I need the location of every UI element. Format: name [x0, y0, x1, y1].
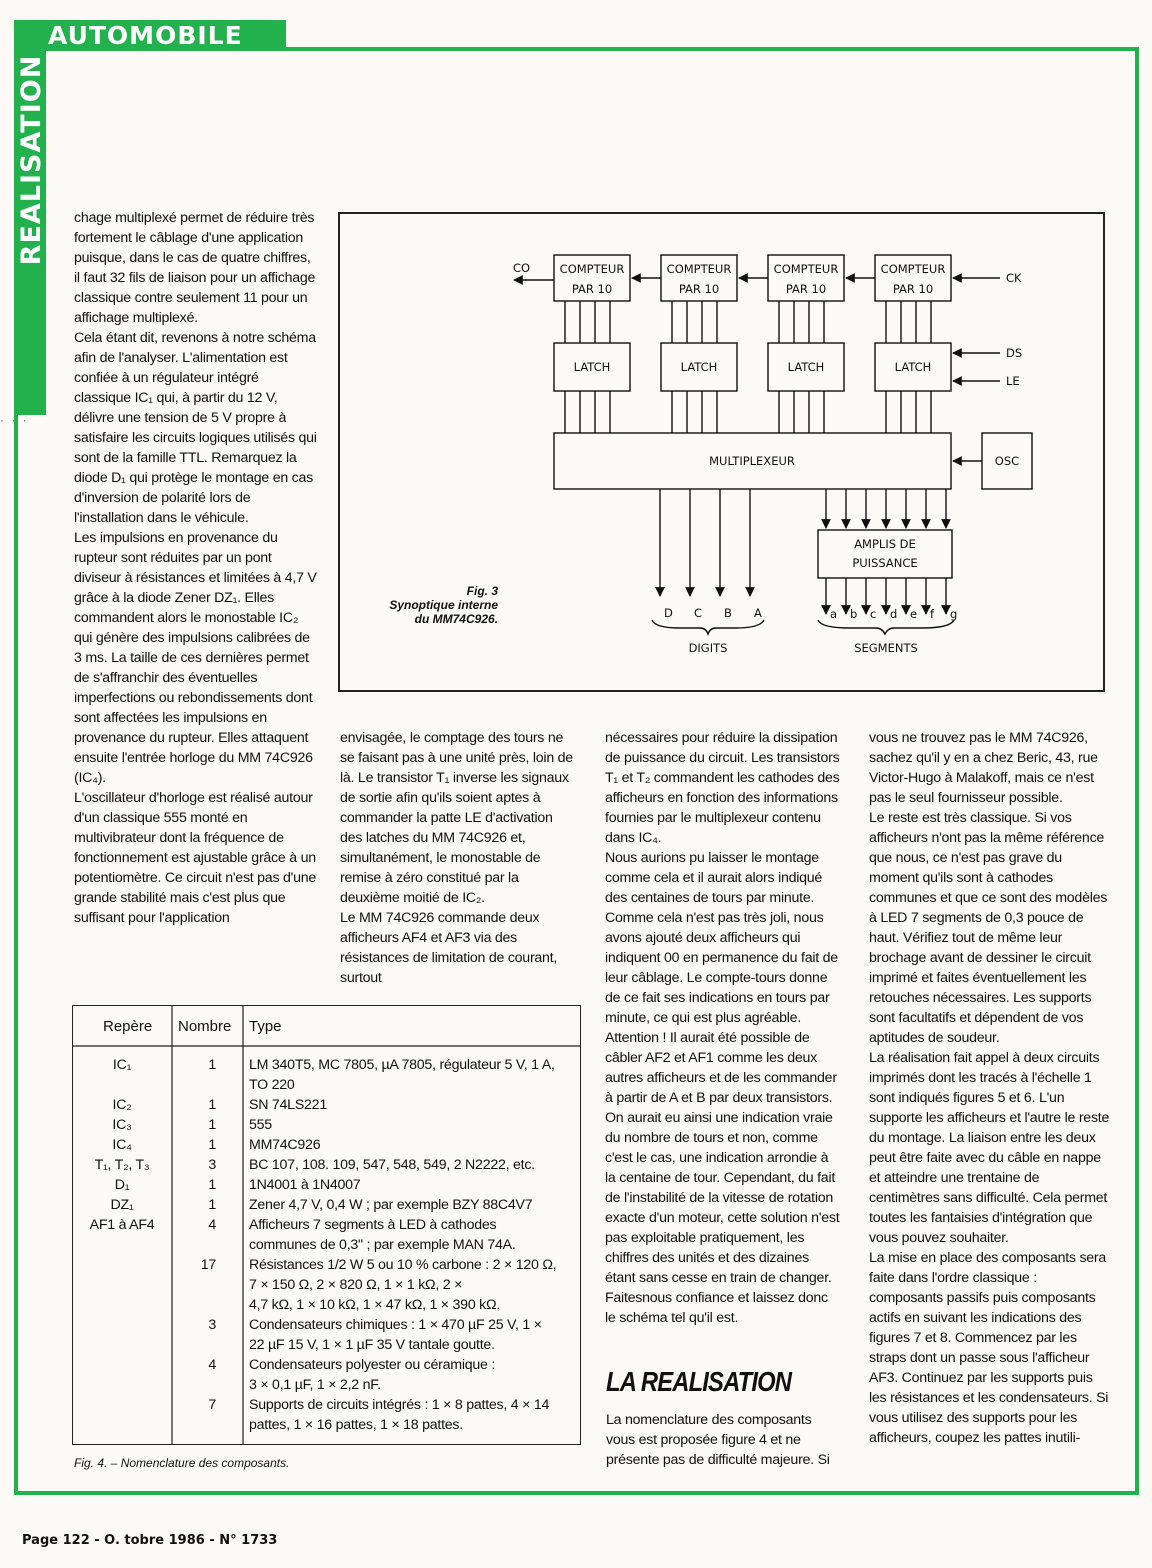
latch-label: LATCH: [573, 360, 611, 374]
counter-label: PAR 10: [678, 282, 720, 296]
table-cell: T₁, T₂, T₃: [94, 1157, 150, 1173]
paragraph: Nous aurions pu laisser le montage comme cela et il aurait alors indiqué des centaines de tours par minute. Comme cela n'est pas très joli, nous avons ajouté deux afficheurs qui indiquent 00 en permanence du fait de leur câblage. Le compte-tours donne de ce fait ses indications en tours par minute, ce qui est plus agréable.: [605, 850, 838, 1026]
paragraph: Le MM 74C926 commande deux afficheurs AF4 et AF3 via des résistances de limitation de courant, surtout: [340, 910, 558, 986]
table-cell: Condensateurs chimiques : 1 × 470 µF 25 V, 1 ×: [249, 1317, 542, 1333]
digit-label: C: [694, 606, 703, 620]
counter-label: PAR 10: [571, 282, 613, 296]
figure-3-caption-line: du MM74C926.: [414, 612, 498, 626]
table-cell: TO 220: [249, 1077, 295, 1093]
segment-label: a: [830, 607, 838, 621]
table-cell: Condensateurs polyester ou céramique :: [249, 1357, 496, 1373]
table-cell: 1: [208, 1197, 216, 1213]
segment-label: c: [870, 607, 877, 621]
table-cell: SN 74LS221: [249, 1097, 327, 1113]
table-cell: 4: [208, 1217, 216, 1233]
paragraph: Les impulsions en provenance du rupteur sont réduites par un pont diviseur à résistances et limitées à 4,7 V grâce à la diode Zener DZ₁. Elles commandent alors le monostable IC₂ qui génère des impulsions calibrées de 3 ms. La taille de ces dernières permet de s'affranchir des éventuelles imperfections ou rebondissements dont sont affectées les impulsions en provenance du rupteur. Elles attaquent ensuite l'entrée horloge du MM 74C926 (IC₄).: [74, 530, 317, 786]
table-cell: Résistances 1/2 W 5 ou 10 % carbone : 2 × 120 Ω,: [249, 1257, 557, 1273]
multiplexer-label: MULTIPLEXEUR: [709, 454, 795, 468]
paragraph: chage multiplexé permet de réduire très fortement le câblage d'une application puisque, dans le cas de quatre chiffres, il faut 32 fils de liaison pour un affichage classique contre seulement 11 pour un affichage multiplexé.: [74, 210, 316, 326]
table-cell: 3: [208, 1157, 216, 1173]
counter-label: PAR 10: [785, 282, 827, 296]
le-label: LE: [1006, 374, 1020, 388]
margin-dots: · · ·: [0, 413, 29, 427]
paragraph: L'oscillateur d'horloge est réalisé autour d'un classique 555 monté en multivibrateur dont la fréquence de fonctionnement est ajustable grâce à un potentiomètre. Ce circuit n'est pas d'une grande stabilité mais c'est plus que suffisant pour l'application: [74, 790, 317, 926]
digits-label: DIGITS: [688, 641, 728, 655]
table-cell: D₁: [114, 1177, 130, 1193]
paragraph: La nomenclature des composants vous est proposée figure 4 et ne présente pas de difficulté majeure. Si: [606, 1412, 830, 1468]
digit-label: B: [724, 606, 732, 620]
table-cell: 22 µF 15 V, 1 × 1 µF 35 V tantale goutte.: [249, 1337, 495, 1353]
table-cell: 1: [208, 1057, 216, 1073]
latch-label: LATCH: [894, 360, 932, 374]
table-cell: communes de 0,3" ; par exemple MAN 74A.: [249, 1237, 516, 1253]
table-cell: 1: [208, 1117, 216, 1133]
paragraph: vous ne trouvez pas le MM 74C926, sachez qu'il y en a chez Beric, 43, rue Victor-Hugo à Malakoff, mais ce n'est pas le seul fournisseur possible.: [869, 730, 1098, 806]
table-cell: 3: [208, 1317, 216, 1333]
ck-label: CK: [1006, 271, 1022, 285]
table-cell: AF1 à AF4: [89, 1217, 155, 1233]
table-cell: 17: [200, 1257, 216, 1273]
segment-label: d: [890, 607, 898, 621]
segment-label: b: [850, 607, 858, 621]
counter-label: COMPTEUR: [559, 262, 625, 276]
table-header: Nombre: [178, 1018, 232, 1035]
table-cell: 4,7 kΩ, 1 × 10 kΩ, 1 × 47 kΩ, 1 × 390 kΩ.: [249, 1297, 501, 1313]
table-cell: 7 × 150 Ω, 2 × 820 Ω, 1 × 1 kΩ, 2 ×: [249, 1277, 463, 1293]
section-title: AUTOMOBILE: [48, 21, 243, 50]
segment-label: g: [950, 607, 958, 621]
paragraph: Attention ! Il aurait été possible de câbler AF2 et AF1 comme les deux autres afficheurs et de les commander à partir de A et B par deux transistors. On aurait eu ainsi une indication vraie du nombre de tours et non, comme c'est le cas, une indication arrondie à la centaine de tour. Cependant, du fait de l'instabilité de la vitesse de rotation exacte d'un moteur, cette solution n'est pas exploitable pratiquement, les chiffres des unités et des dizaines étant sans cesse en train de changer. Faitesnous confiance et laissez donc le schéma tel qu'il est.: [605, 1030, 840, 1326]
table-cell: BC 107, 108. 109, 547, 548, 549, 2 N2222, etc.: [249, 1157, 535, 1173]
paragraph: nécessaires pour réduire la dissipation de puissance du circuit. Les transistors T₁ et T₂ commandent les cathodes des afficheurs en fonction des informations fournies par le multiplexeur contenu dans IC₄.: [605, 730, 840, 846]
table-cell: 555: [249, 1117, 272, 1133]
table-cell: pattes, 1 × 16 pattes, 1 × 18 pattes.: [249, 1417, 463, 1433]
table-cell: MM74C926: [249, 1137, 321, 1153]
paragraph: La réalisation fait appel à deux circuits imprimés dont les tracés à l'échelle 1 sont indiqués figures 5 et 6. L'un supporte les afficheurs et l'autre le reste du montage. La liaison entre les deux peut être faite avec du câble en nappe et atteindre une trentaine de centimètres sans difficulté. Cela permet toutes les fantaisies d'intégration que vous pouvez souhaiter.: [869, 1050, 1110, 1246]
latch-label: LATCH: [787, 360, 825, 374]
paragraph: envisagée, le comptage des tours ne se faisant pas à une unité près, loin de là. Le transistor T₁ inverse les signaux de sortie afin qu'ils soient aptes à commander la patte LE d'activation des latches du MM 74C926 et, simultanément, le monostable de remise à zéro constitué par la deuxième moitié de IC₂.: [340, 730, 573, 906]
table-reperes: [74, 1055, 170, 1235]
table-cell: IC₁: [112, 1057, 132, 1073]
table-cell: IC₄: [112, 1137, 132, 1153]
counter-label: PAR 10: [892, 282, 934, 296]
table-cell: 3 × 0,1 µF, 1 × 2,2 nF.: [249, 1377, 381, 1393]
table-cell: LM 340T5, MC 7805, µA 7805, régulateur 5 V, 1 A,: [249, 1057, 555, 1073]
figure-4-caption: Fig. 4. – Nomenclature des composants.: [74, 1456, 290, 1470]
table-types: [249, 1055, 579, 1435]
counter-label: COMPTEUR: [880, 262, 946, 276]
table-nombres: [176, 1055, 216, 1415]
table-cell: 1: [208, 1177, 216, 1193]
ds-label: DS: [1006, 346, 1023, 360]
co-label: CO: [513, 261, 531, 275]
amplifier-label: PUISSANCE: [852, 556, 918, 570]
digit-label: A: [754, 606, 762, 620]
table-cell: Zener 4,7 V, 0,4 W ; par exemple BZY 88C4V7: [249, 1197, 533, 1213]
table-cell: IC₃: [112, 1117, 132, 1133]
paragraph: Cela étant dit, revenons à notre schéma afin de l'analyser. L'alimentation est confiée à un régulateur intégré classique IC₁ qui, à partir du 12 V, délivre une tension de 5 V propre à satisfaire les circuits logiques utilisés qui sont de la famille TTL. Remarquez la diode D₁ qui protège le montage en cas d'inversion de polarité lors de l'installation dans le véhicule.: [74, 330, 317, 526]
paragraph: Le reste est très classique. Si vos afficheurs n'ont pas la même référence que nous, ce n'est pas grave du moment qu'ils sont à cathodes communes et que ce sont des modèles à LED 7 segments de 0,3 pouce de haut. Vérifiez tout de même leur brochage avant de dessiner le circuit imprimé et faites éventuellement les retouches nécessaires. Les supports sont facultatifs et dépendent de vos aptitudes de soudeur.: [869, 810, 1108, 1046]
table-cell: 1: [208, 1137, 216, 1153]
counter-label: COMPTEUR: [666, 262, 732, 276]
table-cell: 7: [208, 1397, 216, 1413]
table-cell: DZ₁: [110, 1197, 134, 1213]
table-cell: IC₂: [112, 1097, 132, 1113]
paragraph: La mise en place des composants sera faite dans l'ordre classique : composants passifs puis composants actifs en suivant les indications des figures 7 et 8. Commencez par les straps dont un passe sous l'afficheur AF3. Continuez par les supports puis les résistances et les condensateurs. Si vous utilisez des supports pour les afficheurs, coupez les pattes inutili-: [869, 1250, 1109, 1446]
realisation-tab-label: REALISATION: [16, 54, 47, 266]
digit-label: D: [664, 606, 673, 620]
table-cell: 1: [208, 1097, 216, 1113]
table-cell: 1N4001 à 1N4007: [249, 1177, 361, 1193]
table-cell: Afficheurs 7 segments à LED à cathodes: [249, 1217, 497, 1233]
table-header: Repère: [103, 1018, 153, 1035]
table-cell: 4: [208, 1357, 216, 1373]
page-footer: Page 122 - O. tobre 1986 - N° 1733: [22, 1533, 278, 1548]
table-cell: Supports de circuits intégrés : 1 × 8 pattes, 4 × 14: [249, 1397, 550, 1413]
counter-label: COMPTEUR: [773, 262, 839, 276]
table-header: Type: [249, 1018, 282, 1035]
osc-label: OSC: [994, 454, 1020, 468]
latch-label: LATCH: [680, 360, 718, 374]
segments-label: SEGMENTS: [854, 641, 918, 655]
figure-3-number: Fig. 3: [466, 584, 498, 598]
section-heading: LA REALISATION: [606, 1366, 792, 1397]
segment-label: e: [910, 607, 918, 621]
amplifier-label: AMPLIS DE: [854, 537, 916, 551]
segment-label: f: [930, 607, 935, 621]
figure-3-caption-line: Synoptique interne: [389, 598, 498, 612]
